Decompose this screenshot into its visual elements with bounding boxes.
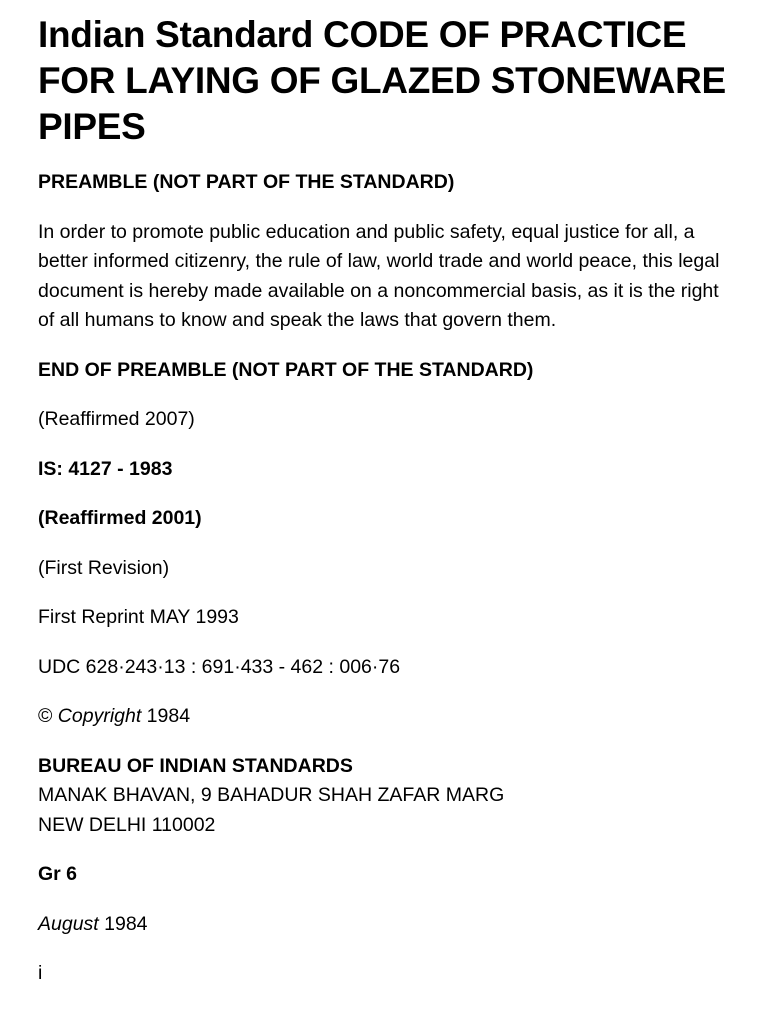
udc-code: UDC 628·243·13 : 691·433 - 462 : 006·76 bbox=[38, 655, 401, 678]
reaffirmed-2001: (Reaffirmed 2001) bbox=[38, 507, 202, 529]
page-marker: i bbox=[38, 962, 43, 984]
copyright-year: 1984 bbox=[141, 705, 191, 727]
grade: Gr 6 bbox=[38, 863, 78, 885]
copyright-symbol: © bbox=[38, 705, 58, 727]
issue-year: 1984 bbox=[98, 912, 148, 935]
preamble-text: In order to promote public education and public safety, equal justice for all, a better informed citizenry, the rule of law, world trade and world peace, this legal document is hereby made available on a noncommercial basis, as it is the right of all humans to know and speak the laws that govern them. bbox=[38, 220, 720, 331]
end-preamble-heading: END OF PREAMBLE (NOT PART OF THE STANDARD) bbox=[38, 358, 534, 381]
bureau-name: BUREAU OF INDIAN STANDARDS bbox=[38, 754, 353, 777]
issue-month: August bbox=[38, 912, 99, 935]
reaffirmed-2007: (Reaffirmed 2007) bbox=[38, 408, 195, 430]
reprint-note: First Reprint MAY 1993 bbox=[38, 606, 239, 628]
revision-note: (First Revision) bbox=[38, 556, 170, 579]
standard-number: IS: 4127 - 1983 bbox=[38, 457, 173, 480]
copyright-line bbox=[38, 702, 730, 732]
bureau-address-line2: NEW DELHI 110002 bbox=[38, 813, 216, 836]
copyright-word: Copyright bbox=[57, 705, 142, 727]
preamble-heading: PREAMBLE (NOT PART OF THE STANDARD) bbox=[38, 171, 455, 193]
bureau-address-line1: MANAK BHAVAN, 9 BAHADUR SHAH ZAFAR MARG bbox=[38, 784, 505, 806]
issue-date bbox=[38, 910, 730, 940]
document-title: Indian Standard CODE OF PRACTICE FOR LAYING OF GLAZED STONEWARE PIPES bbox=[38, 14, 726, 147]
